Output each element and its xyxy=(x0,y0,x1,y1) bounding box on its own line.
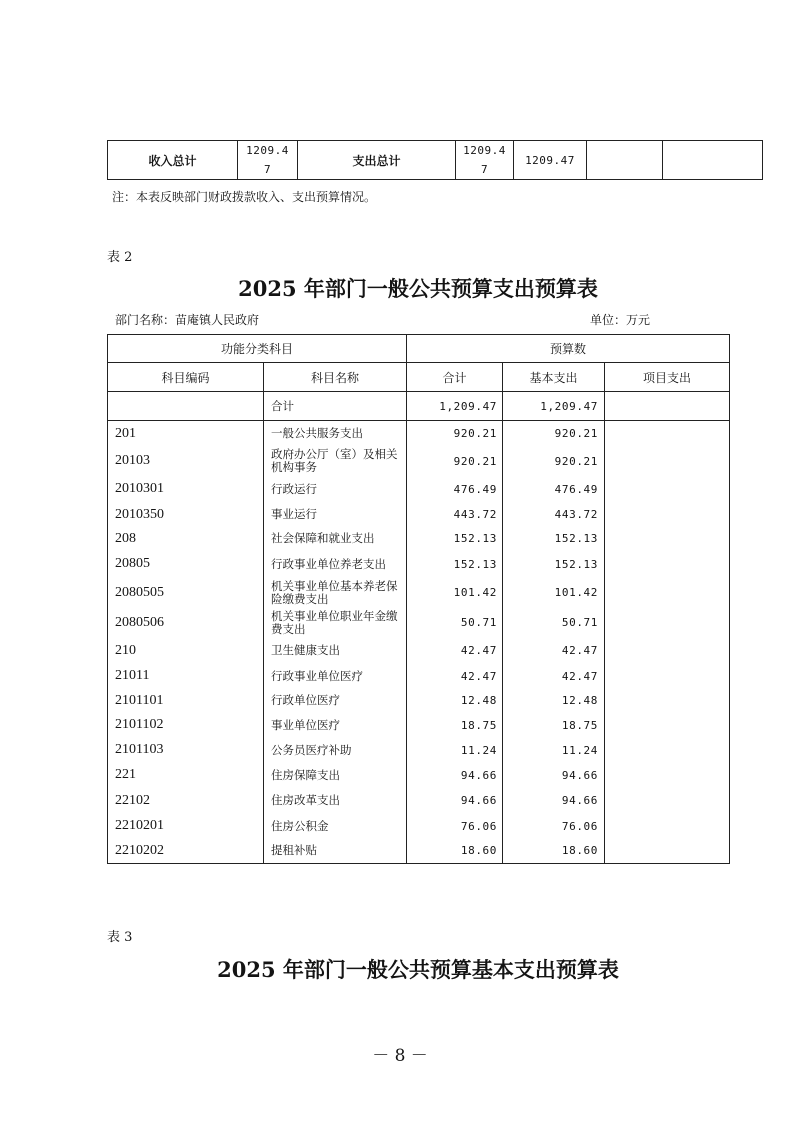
basic-expense-cell: 50.71 xyxy=(503,608,605,638)
project-expense-cell xyxy=(605,551,730,578)
total-amount-cell: 152.13 xyxy=(407,527,503,551)
header-basic-expense: 基本支出 xyxy=(503,363,605,392)
total-amount-cell: 443.72 xyxy=(407,503,503,527)
header-budget-amount: 预算数 xyxy=(407,335,730,363)
table-row xyxy=(108,421,730,447)
subject-code-cell: 2101103 xyxy=(108,738,264,763)
total-amount-cell: 76.06 xyxy=(407,814,503,839)
header-subject-name: 科目名称 xyxy=(264,363,407,392)
project-expense-cell xyxy=(605,664,730,689)
total-amount-cell: 18.75 xyxy=(407,713,503,738)
table-row xyxy=(108,638,730,664)
basic-expense-cell: 18.60 xyxy=(503,839,605,864)
department-name: 部门名称：苗庵镇人民政府 xyxy=(115,313,260,327)
table-row xyxy=(108,814,730,839)
subject-code-cell: 2101102 xyxy=(108,713,264,738)
table-row xyxy=(108,689,730,713)
subject-name-cell: 政府办公厅（室）及相关机构事务 xyxy=(264,447,407,476)
project-expense-cell xyxy=(605,392,730,421)
table-row xyxy=(108,476,730,503)
subject-code-cell: 2010350 xyxy=(108,503,264,527)
total-amount-cell: 94.66 xyxy=(407,788,503,814)
header-row-2 xyxy=(108,363,730,392)
basic-expense-cell: 42.47 xyxy=(503,664,605,689)
subject-code-cell: 22102 xyxy=(108,788,264,814)
basic-expense-cell: 76.06 xyxy=(503,814,605,839)
table-row xyxy=(108,763,730,788)
subject-name-cell: 公务员医疗补助 xyxy=(264,738,407,763)
subject-name-cell: 住房保障支出 xyxy=(264,763,407,788)
total-amount-cell: 50.71 xyxy=(407,608,503,638)
basic-expense-cell: 42.47 xyxy=(503,638,605,664)
table-3-label: 表 3 xyxy=(107,930,133,945)
subject-name-cell: 行政事业单位医疗 xyxy=(264,664,407,689)
subject-code-cell: 2080506 xyxy=(108,608,264,638)
table-2-title: 2025 年部门一般公共预算支出预算表 xyxy=(238,276,598,301)
total-row xyxy=(108,392,730,421)
table-row xyxy=(108,713,730,738)
total-amount-cell: 476.49 xyxy=(407,476,503,503)
project-expense-cell xyxy=(605,814,730,839)
subject-name-cell: 住房改革支出 xyxy=(264,788,407,814)
income-total-label: 收入总计 xyxy=(108,141,238,180)
header-row-1 xyxy=(108,335,730,363)
general-public-budget-expenditure-table xyxy=(107,334,730,864)
project-expense-cell xyxy=(605,763,730,788)
empty-cell xyxy=(663,141,763,180)
basic-expense-cell: 920.21 xyxy=(503,421,605,447)
total-amount-cell: 42.47 xyxy=(407,638,503,664)
table-row xyxy=(108,788,730,814)
table-row xyxy=(108,578,730,608)
project-expense-cell xyxy=(605,713,730,738)
table-3-title: 2025 年部门一般公共预算基本支出预算表 xyxy=(217,957,619,982)
header-total: 合计 xyxy=(407,363,503,392)
table-row xyxy=(108,447,730,476)
subject-code-cell: 2210201 xyxy=(108,814,264,839)
subject-name-cell: 行政事业单位养老支出 xyxy=(264,551,407,578)
subject-name-cell: 社会保障和就业支出 xyxy=(264,527,407,551)
table-note: 注：本表反映部门财政拨款收入、支出预算情况。 xyxy=(112,190,377,204)
project-expense-cell xyxy=(605,608,730,638)
subject-name-cell: 事业运行 xyxy=(264,503,407,527)
subject-code-cell: 20805 xyxy=(108,551,264,578)
subject-name-cell: 卫生健康支出 xyxy=(264,638,407,664)
page-number: － 8 － xyxy=(372,1046,428,1066)
basic-expense-cell: 11.24 xyxy=(503,738,605,763)
project-expense-cell xyxy=(605,447,730,476)
project-expense-cell xyxy=(605,503,730,527)
project-expense-cell xyxy=(605,476,730,503)
total-amount-cell: 12.48 xyxy=(407,689,503,713)
subject-code-cell: 208 xyxy=(108,527,264,551)
header-project-expense: 项目支出 xyxy=(605,363,730,392)
project-expense-cell xyxy=(605,527,730,551)
total-amount-cell: 94.66 xyxy=(407,763,503,788)
subject-code-cell: 2080505 xyxy=(108,578,264,608)
subject-name-cell: 提租补贴 xyxy=(264,839,407,864)
subject-name-cell: 一般公共服务支出 xyxy=(264,421,407,447)
project-expense-cell xyxy=(605,421,730,447)
subject-name-cell: 机关事业单位职业年金缴费支出 xyxy=(264,608,407,638)
totals-row xyxy=(108,141,763,180)
project-expense-cell xyxy=(605,788,730,814)
project-expense-cell xyxy=(605,578,730,608)
project-expense-cell xyxy=(605,738,730,763)
basic-expense-cell: 12.48 xyxy=(503,689,605,713)
project-expense-cell xyxy=(605,839,730,864)
basic-expense-cell: 101.42 xyxy=(503,578,605,608)
table-row xyxy=(108,527,730,551)
expense-total-value: 1209.47 xyxy=(456,141,514,180)
total-amount-cell: 152.13 xyxy=(407,551,503,578)
basic-expense-cell: 94.66 xyxy=(503,763,605,788)
subject-code-cell: 210 xyxy=(108,638,264,664)
subject-code-cell: 2101101 xyxy=(108,689,264,713)
table-row xyxy=(108,503,730,527)
basic-expense-cell: 476.49 xyxy=(503,476,605,503)
subject-code-cell xyxy=(108,392,264,421)
basic-expense-cell: 152.13 xyxy=(503,527,605,551)
unit-label: 单位：万元 xyxy=(590,313,651,327)
empty-cell xyxy=(587,141,663,180)
subject-name-cell: 住房公积金 xyxy=(264,814,407,839)
subject-name-cell: 行政运行 xyxy=(264,476,407,503)
header-functional-classification: 功能分类科目 xyxy=(108,335,407,363)
basic-expense-cell: 152.13 xyxy=(503,551,605,578)
total-amount-cell: 920.21 xyxy=(407,447,503,476)
table-row xyxy=(108,738,730,763)
table-row xyxy=(108,551,730,578)
total-amount-cell: 101.42 xyxy=(407,578,503,608)
subject-name-cell: 事业单位医疗 xyxy=(264,713,407,738)
total-amount-cell: 18.60 xyxy=(407,839,503,864)
subject-code-cell: 2210202 xyxy=(108,839,264,864)
total-row-label: 合计 xyxy=(264,392,407,421)
table-row xyxy=(108,608,730,638)
project-expense-cell xyxy=(605,638,730,664)
basic-expense-cell: 94.66 xyxy=(503,788,605,814)
subject-code-cell: 221 xyxy=(108,763,264,788)
table-2-label: 表 2 xyxy=(107,250,133,265)
table-row xyxy=(108,664,730,689)
basic-expense-cell: 920.21 xyxy=(503,447,605,476)
subject-name-cell: 机关事业单位基本养老保险缴费支出 xyxy=(264,578,407,608)
total-row-total: 1,209.47 xyxy=(407,392,503,421)
basic-expense-cell: 18.75 xyxy=(503,713,605,738)
income-total-value: 1209.47 xyxy=(238,141,298,180)
expense-total-value-2: 1209.47 xyxy=(514,141,587,180)
total-row-basic: 1,209.47 xyxy=(503,392,605,421)
project-expense-cell xyxy=(605,689,730,713)
subject-code-cell: 201 xyxy=(108,421,264,447)
subject-code-cell: 21011 xyxy=(108,664,264,689)
header-subject-code: 科目编码 xyxy=(108,363,264,392)
subject-code-cell: 20103 xyxy=(108,447,264,476)
income-expense-totals-table xyxy=(107,140,763,180)
total-amount-cell: 920.21 xyxy=(407,421,503,447)
total-amount-cell: 42.47 xyxy=(407,664,503,689)
subject-code-cell: 2010301 xyxy=(108,476,264,503)
table-row xyxy=(108,839,730,864)
expense-total-label: 支出总计 xyxy=(298,141,456,180)
subject-name-cell: 行政单位医疗 xyxy=(264,689,407,713)
basic-expense-cell: 443.72 xyxy=(503,503,605,527)
total-amount-cell: 11.24 xyxy=(407,738,503,763)
